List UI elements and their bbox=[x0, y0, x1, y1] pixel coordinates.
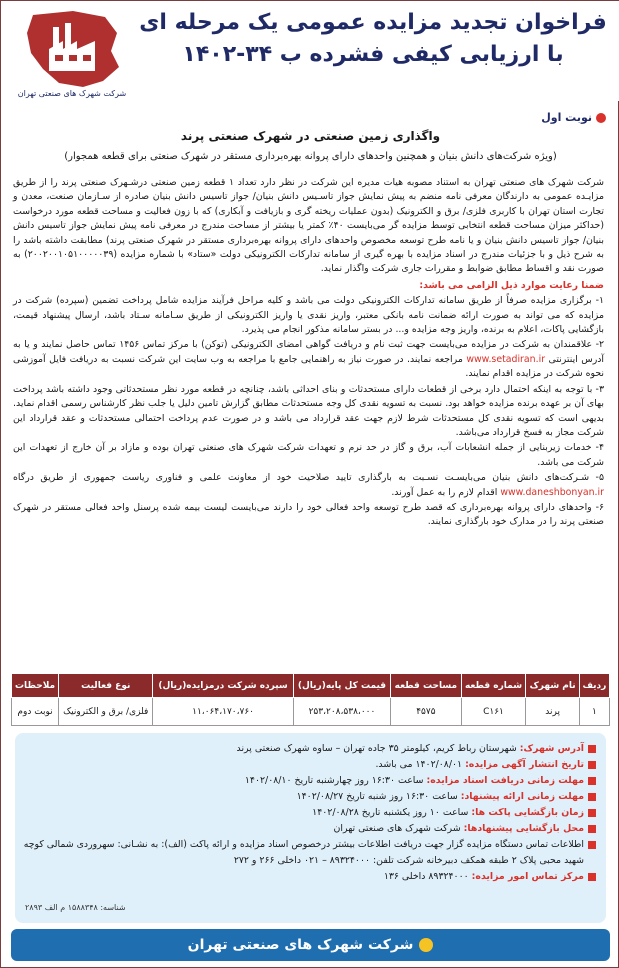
info-label: اطلاعات تماس دستگاه مزایده گزار جهت دریافت اطلاعات بیشتر درخصوص اسناد مزایده و ارائه پاکت (الف): bbox=[161, 839, 584, 850]
info-label: آدرس شهرک: bbox=[519, 743, 584, 754]
cell-activity: فلزی/ برق و الکترونیک bbox=[59, 698, 153, 726]
cell-town: پرند bbox=[526, 698, 579, 726]
cell-area: ۴۵۷۵ bbox=[391, 698, 461, 726]
cell-base-price: ۲۵۳،۲۰۸،۵۳۸،۰۰۰ bbox=[293, 698, 390, 726]
info-item-opening-time bbox=[21, 805, 596, 821]
info-label: محل بازگشایی پیشنهادها: bbox=[463, 823, 584, 834]
title-line-1: فراخوان تجدید مزایده عمومی یک مرحله ای bbox=[139, 10, 607, 35]
info-label: مهلت زمانی دریافت اسناد مزایده: bbox=[426, 775, 584, 786]
requirement-item-5-text: ۵- شـرکت‌های دانش بنیان می‌بایسـت نسـبت به بارگذاری تایید صلاحیت خود از معاونت علمی و فناوری ریاست جمهوری از طریق درگاه bbox=[13, 472, 604, 484]
setad-link[interactable]: www.setadiran.ir bbox=[466, 353, 546, 365]
col-header-base-price: قیمت کل پایه(ریال) bbox=[293, 674, 390, 698]
requirement-item-4: ۴- خدمات زیربنایی از جمله انشعابات آب، برق و گاز در حد نرم و تعهدات شرکت شهرک های صنعتی تهران بوده و مازاد بر آن خارج از تعهدات این شرکت می باشد. bbox=[13, 442, 604, 468]
info-item-docs-deadline bbox=[21, 773, 596, 789]
requirement-item-6: ۶- واحدهای دارای پروانه بهره‌برداری که قصد طرح توسعه واحد فعالی خود را دارند می‌بایست لیست بیمه شده پرسنل واحد فعالی مستقر در شهرک صنعتی پرند را در مدارک خود بارگذاری نمایند. bbox=[13, 501, 604, 528]
footer-text: شرکت شهرک های صنعتی تهران bbox=[187, 937, 414, 953]
info-list bbox=[21, 741, 596, 885]
info-label: مرکز تماس امور مزایده: bbox=[471, 871, 584, 882]
cell-plot-no: C۱۶۱ bbox=[461, 698, 526, 726]
logo-caption: شرکت شهرک های صنعتی تهران bbox=[17, 89, 127, 98]
plots-table bbox=[11, 673, 610, 726]
info-text: ۸۹۳۲۴۰۰۰ داخلی ۱۳۶ bbox=[383, 871, 469, 882]
info-text: شرکت شهرک های صنعتی تهران bbox=[333, 823, 461, 834]
info-item-offer-deadline bbox=[21, 789, 596, 805]
round-label bbox=[541, 111, 606, 124]
info-text: ساعت ۱۰ روز یکشنبه تاریخ ۱۴۰۲/۰۸/۲۸ bbox=[312, 807, 469, 818]
info-label: زمان بازگشایی پاکت ها: bbox=[471, 807, 584, 818]
cell-row-no: ۱ bbox=[579, 698, 609, 726]
info-item-call-center bbox=[21, 869, 596, 885]
bullet-dot-icon bbox=[596, 113, 606, 123]
info-item-address bbox=[21, 741, 596, 757]
requirement-item-5-rest: اقدام لازم را به عمل آورند. bbox=[391, 486, 498, 498]
col-header-deposit: سپرده شرکت درمزایده(ریال) bbox=[153, 674, 293, 698]
info-label: تاریخ انتشار آگهی مزایده: bbox=[465, 759, 584, 770]
requirement-item-1: ۱- برگزاری مزایده صرفاً از طریق سامانه تدارکات الکترونیکی دولت می باشد و کلیه مراحل فرآیند مزایده شامل پرداخت تضمین (سپرده) شرکت در مزایده که می تواند به صورت ارائه ضمانت نامه بانکی معتبر، واریز نقدی یا واریز الکترونیکی از طریق سـامانه سـتاد باشد، ارسال پیشنهاد قیمت، بازگشایی پاکات، اعلام به برنده، واریز وجه مزایده و... در بستر سامانه مذکور انجام می پذیرد. bbox=[13, 295, 604, 336]
header bbox=[1, 1, 619, 101]
col-header-town: نام شهرک bbox=[526, 674, 579, 698]
info-text: ۱۴۰۲/۰۸/۰۱ می باشد. bbox=[375, 759, 463, 770]
info-item-publish-date bbox=[21, 757, 596, 773]
notice-body bbox=[13, 176, 604, 530]
info-item-contact bbox=[21, 837, 596, 869]
info-text: به نشـانی: سهروردی شمالی کوچه شهید محبی پلاک ۲ طبقه همکف دبیرخانه شرکت تلفن: ۸۹۳۲۴۰۰۰ – ۰۲۱ داخلی ۲۶۶ و ۲۷۲ bbox=[23, 839, 584, 866]
requirement-item-5 bbox=[13, 471, 604, 500]
table-header-row bbox=[12, 674, 610, 698]
col-header-row-no: ردیف bbox=[579, 674, 609, 698]
daneshbonyan-link[interactable]: www.daneshbonyan.ir bbox=[500, 486, 604, 498]
round-text: نوبت اول bbox=[541, 111, 592, 124]
title-block bbox=[138, 7, 608, 71]
section-subtitle: (ویژه شرکت‌های دانش بنیان و همچنین واحدهای دارای پروانه بهره‌برداری مستقر در شهرک صنعتی برای قطعه همجوار) bbox=[64, 151, 557, 162]
info-item-opening-place bbox=[21, 821, 596, 837]
requirement-item-2-text: ۲- علاقمندان به شرکت در مزایده می‌بایست جهت ثبت نام و دریافت گواهی امضای الکترونیکی (توکن) با مرکز تماس ۱۴۵۶ تماس حاصل نمایند و یا به آدرس اینترنتی bbox=[13, 339, 605, 365]
col-header-activity: نوع فعالیت bbox=[59, 674, 153, 698]
iran-map-factory-logo-icon bbox=[13, 7, 131, 93]
info-text: ساعت ۱۶:۳۰ روز شنبه تاریخ ۱۴۰۲/۰۸/۲۷ bbox=[296, 791, 458, 802]
cell-notes: نوبت دوم bbox=[12, 698, 59, 726]
footer-banner bbox=[11, 929, 610, 961]
reference-number: شناسه: ۱۵۸۸۳۴۸ م الف ۲۸۹۳ bbox=[25, 903, 126, 912]
requirements-heading: ضمنا رعایت موارد ذیل الزامی می باشد: bbox=[419, 279, 604, 291]
col-header-notes: ملاحظات bbox=[12, 674, 59, 698]
section-title: واگذاری زمین صنعتی در شهرک صنعتی پرند bbox=[180, 129, 441, 143]
title-line-2: با ارزیابی کیفی فشرده ب ۳۴-۱۴۰۲ bbox=[182, 42, 564, 67]
info-text: شهرستان رباط کریم، کیلومتر ۳۵ جاده تهران – ساوه شهرک صنعتی پرند bbox=[236, 743, 517, 754]
col-header-plot-no: شماره قطعه bbox=[461, 674, 526, 698]
col-header-area: مساحت قطعه bbox=[391, 674, 461, 698]
table-row bbox=[12, 698, 610, 726]
yellow-dot-icon bbox=[419, 938, 433, 952]
cell-deposit: ۱۱،۰۶۴،۱۷۰،۷۶۰ bbox=[153, 698, 293, 726]
intro-paragraph: شرکت شهرک های صنعتی تهران به استناد مصوبه هیات مدیره این شرکت در نظر دارد تعداد ۱ قطعه زمین صنعتی درشـهرک صنعتی پرند را از طریق مزایـده عمومی به دارندگان معرفی نامه منضم به پیش نمایش جواز تاسـیس دانش بنیان/ جواز تاسیس دانش بنیان صادره از سـازمان صنعت، معدن و تجارت استان تهران با کاربری فلزی/ برق و الکترونیک (بدون عملیات ریخته گری و بازیافت و آبکاری) که با زون فعالیت و مساحت قطعه مورد درخواست (حداکثر میزان مساحت قطعه انتخابی توسط مزایده گر می‌بایست ۴۰٪ کمتر یا بیشتر از مساحت مندرج در معرفی نامه پیش نمایش جواز تاسیس دانش بنیان/ جواز تاسیس دانش بنیان و یا نامه طرح توسعه مخصوص واحدهای دارای پروانه بهره‌برداری مستقر در شهرک صنعتی پرند) مطابقت داشته باشد را به شرح ذیل و با جزئیات مندرج در اسناد مزایده با بهره گیری از سامانه تدارکات الکترونیکی دولت «ستاد» با شماره مزایده (۲۰۰۲۰۰۱۰۵۱۰۰۰۰۰۳۹) به صورت نقد و اقساط مطابق ضوابط و مقررات جاری شرکت واگذار نماید. bbox=[13, 177, 604, 275]
requirement-item-2 bbox=[13, 338, 604, 381]
info-label: مهلت زمانی ارائه پیشنهاد: bbox=[460, 791, 584, 802]
requirement-item-3: ۳- با توجه به اینکه احتمال دارد برخی از قطعات دارای مستحدثات و بنای احداثی باشد، چنانچه در قطعه مورد نظر مستحدثاتی وجود داشته باشد پرداخت بهای آن بر عهده برنده مزایده خواهد بود. نسبت به تسویه نقدی کل وجه مستحدثات مطابق گزارش تامین دلیل یا جلب نظر کارشناس رسمی اقدام نماید. بدیهی است که تسویه نقدی کل مستحدثات شرط لازم جهت عقد قرارداد می باشد و در صورت عدم پرداخت احتمالی مستحدثات و عقد قرارداد این شرکت مجاز به فسخ قرارداد می‌باشد. bbox=[13, 383, 604, 438]
info-text: ساعت ۱۶:۳۰ روز چهارشنبه تاریخ ۱۴۰۲/۰۸/۱۰ bbox=[244, 775, 424, 786]
requirement-item-2-rest: مراجعه نمایند. در صورت نیاز به راهنمایی جامع با مراجعه به وب سایت این شرکت نسبت به دریافت فایل آموزشی نحوه شرکت در مزایده اقدام نمایند. bbox=[13, 353, 604, 380]
